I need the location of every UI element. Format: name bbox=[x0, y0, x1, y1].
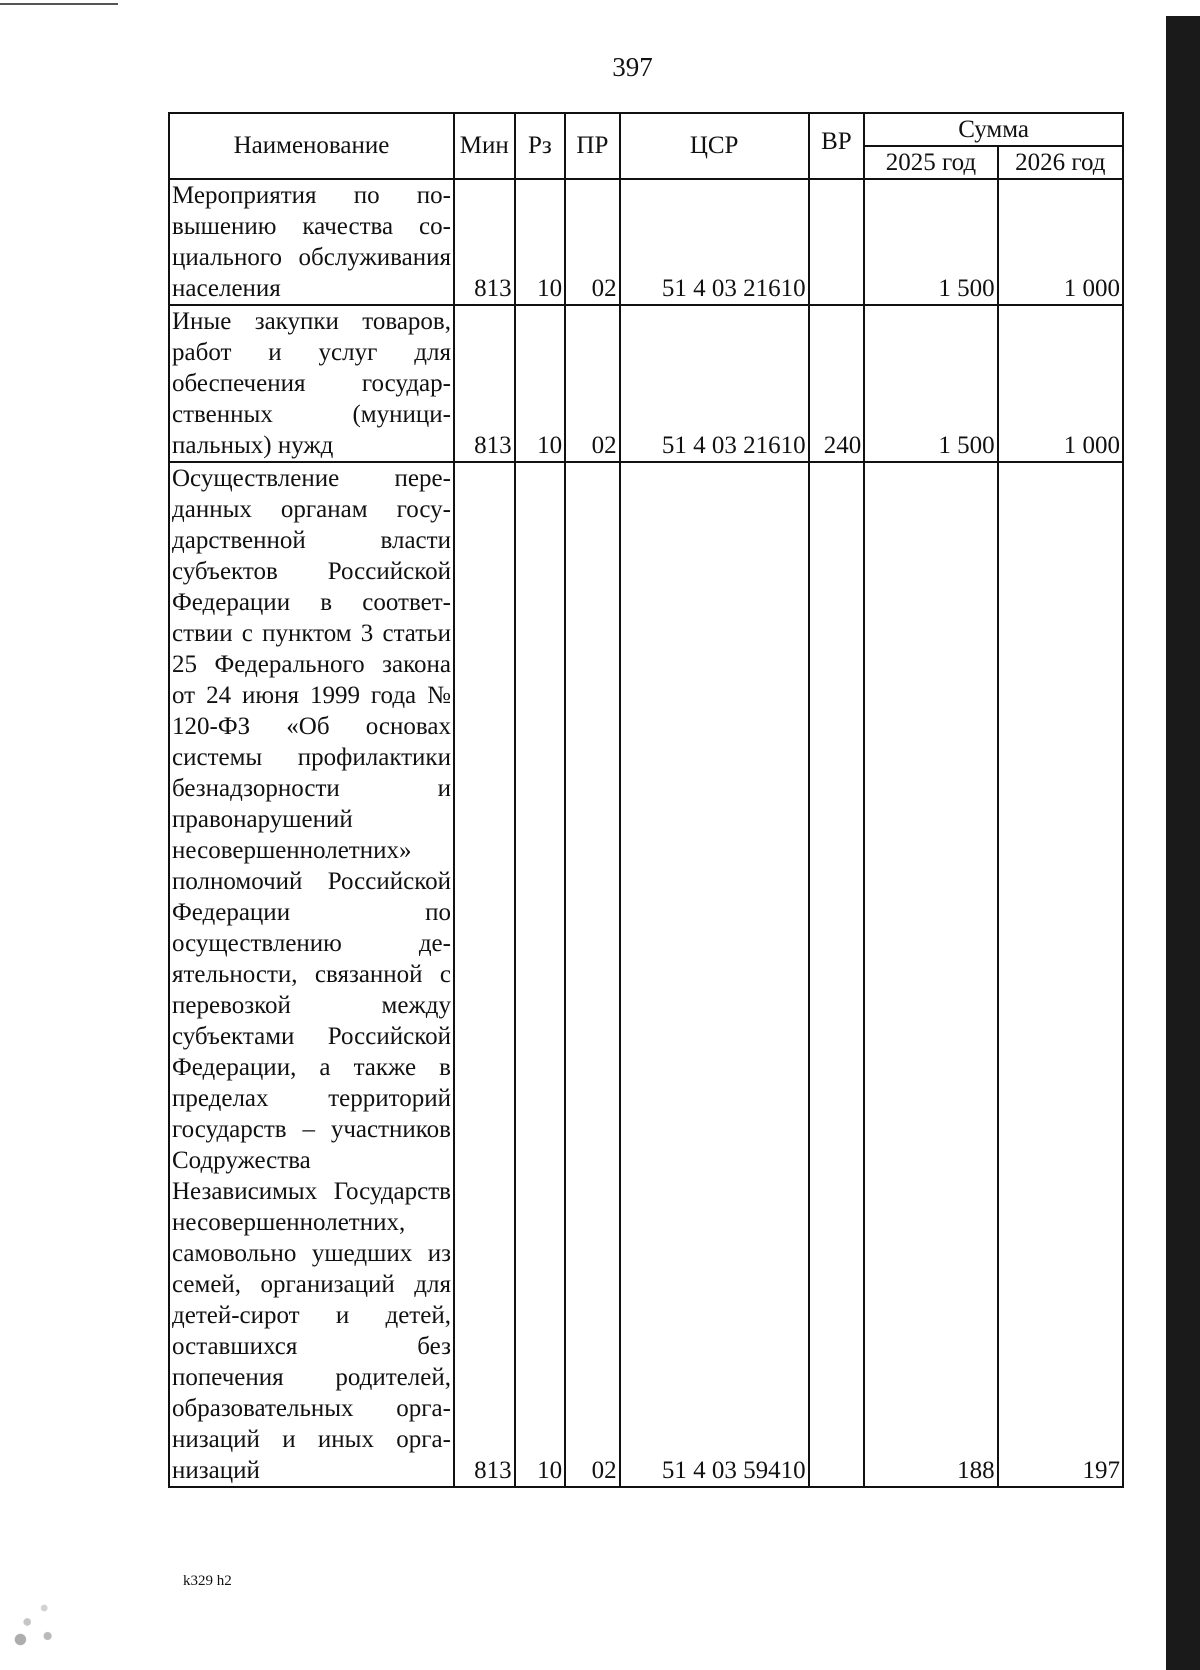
row-sum-2025: 188 bbox=[864, 462, 997, 1487]
row-name: Осуществление переданных органам государственной власти субъектов Российской Федерации в соответствии с пунктом 3 статьи 25 Федерального закона от 24 июня 1999 года № 120-ФЗ «Об основах системы профилактики безнадзорности и правонарушений несовершеннолетних» полномочий Российской Федерации по осуществлению деятельности, связанной с перевозкой между субъектами Российской Федерации, а также в пределах территорий государств – участников Содружества Независимых Государств несовершеннолетних, самовольно ушедших из семей, организаций для детей-сирот и детей, оставшихся без попечения родителей, образовательных организаций и иных организаций bbox=[169, 462, 454, 1487]
row-min: 813 bbox=[454, 462, 515, 1487]
row-sum-2026: 1 000 bbox=[998, 305, 1123, 462]
row-csr: 51 4 03 59410 bbox=[620, 462, 809, 1487]
row-name: Мероприятия по повышению качества социального обслуживания населения bbox=[169, 179, 454, 305]
row-sum-2026: 197 bbox=[998, 462, 1123, 1487]
header-year-2026: 2026 год bbox=[998, 146, 1123, 179]
scan-right-edge-bar bbox=[1166, 16, 1200, 1670]
scan-artifact bbox=[0, 1580, 68, 1650]
row-vr: 240 bbox=[809, 305, 865, 462]
header-pr: ПР bbox=[565, 113, 620, 179]
row-pr: 02 bbox=[565, 305, 620, 462]
row-vr bbox=[809, 462, 865, 1487]
row-name: Иные закупки товаров, работ и услуг для обеспечения государственных (муниципальных) нужд bbox=[169, 305, 454, 462]
row-vr bbox=[809, 179, 865, 305]
row-csr: 51 4 03 21610 bbox=[620, 305, 809, 462]
table-row bbox=[169, 305, 1123, 462]
row-rz: 10 bbox=[515, 462, 566, 1487]
page-number: 397 bbox=[612, 52, 653, 82]
row-pr: 02 bbox=[565, 179, 620, 305]
header-vr: ВР bbox=[809, 113, 865, 179]
header-name: Наименование bbox=[169, 113, 454, 179]
budget-table bbox=[168, 112, 1124, 1488]
row-sum-2025: 1 500 bbox=[864, 305, 997, 462]
footer-code: k329 h2 bbox=[183, 1573, 232, 1589]
header-year-2025: 2025 год bbox=[864, 146, 997, 179]
row-min: 813 bbox=[454, 179, 515, 305]
row-csr: 51 4 03 21610 bbox=[620, 179, 809, 305]
scan-top-rule bbox=[0, 3, 118, 5]
header-sum: Сумма bbox=[864, 113, 1123, 146]
row-rz: 10 bbox=[515, 179, 566, 305]
header-csr: ЦСР bbox=[620, 113, 809, 179]
table-row bbox=[169, 179, 1123, 305]
header-rz: Рз bbox=[515, 113, 566, 179]
row-sum-2026: 1 000 bbox=[998, 179, 1123, 305]
row-sum-2025: 1 500 bbox=[864, 179, 997, 305]
table-row bbox=[169, 462, 1123, 1487]
header-min: Мин bbox=[454, 113, 515, 179]
row-rz: 10 bbox=[515, 305, 566, 462]
row-pr: 02 bbox=[565, 462, 620, 1487]
row-min: 813 bbox=[454, 305, 515, 462]
